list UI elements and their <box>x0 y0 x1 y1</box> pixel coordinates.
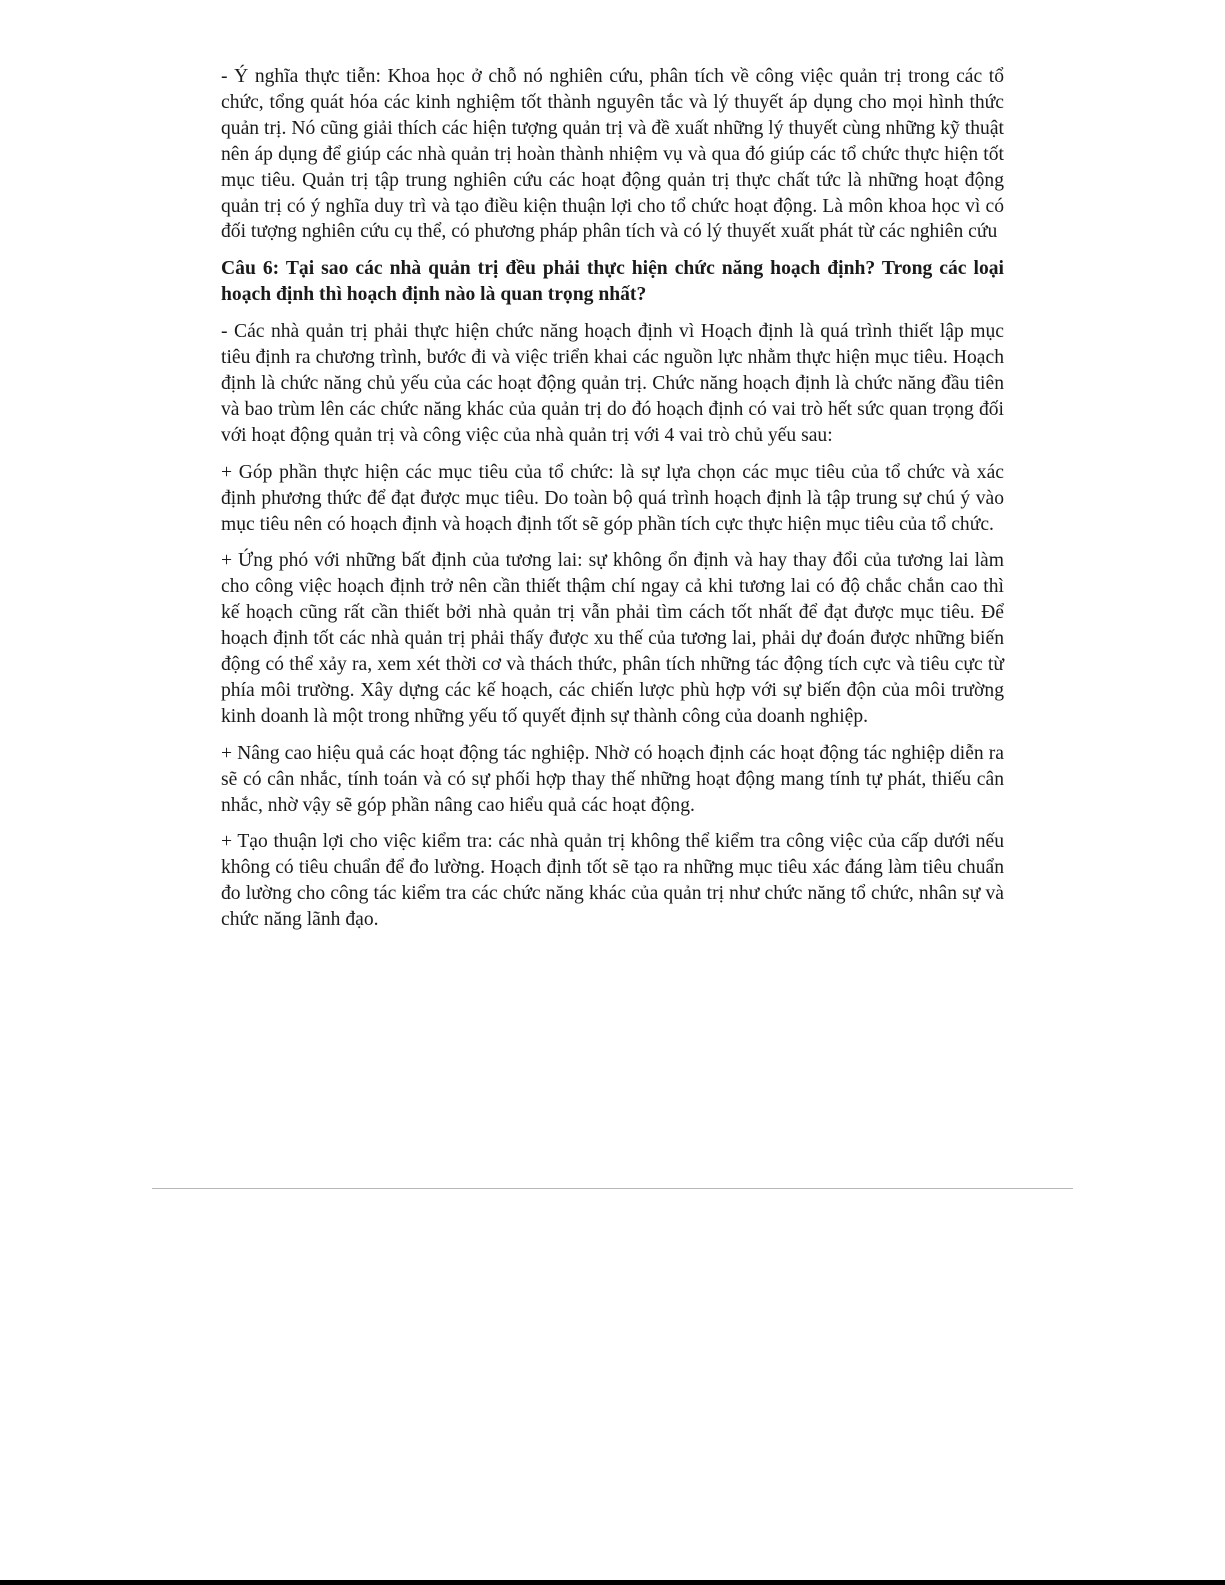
bottom-edge-bar <box>0 1580 1225 1585</box>
question-heading: Câu 6: Tại sao các nhà quản trị đều phải thực hiện chức năng hoạch định? Trong các loại hoạch định thì hoạch định nào là quan trọng nhất? <box>221 258 1004 306</box>
paragraph-role-efficiency: + Nâng cao hiệu quả các hoạt động tác nghiệp. Nhờ có hoạch định các hoạt động tác nghiệp diễn ra sẽ có cân nhắc, tính toán và có sự phối hợp thay thế những hoạt động mang tính tự phát, thiếu cân nhắc, nhờ vậy sẽ góp phần nâng cao hiểu quả các hoạt động. <box>221 742 1004 816</box>
paragraph-planning-reason: - Các nhà quản trị phải thực hiện chức năng hoạch định vì Hoạch định là quá trình thiết lập mục tiêu định ra chương trình, bước đi và việc triển khai các nguồn lực nhằm thực hiện mục tiêu. Hoạch định là chức năng chủ yếu của các hoạt động quản trị. Chức năng hoạch định là chức năng đầu tiên và bao trùm lên các chức năng khác của quản trị do đó hoạch định có vai trò hết sức quan trọng đối với hoạt động quản trị và công việc của nhà quản trị với 4 vai trò chủ yếu sau: <box>221 321 1004 446</box>
document-page-body <box>221 64 1004 944</box>
paragraph-role-objectives: + Góp phần thực hiện các mục tiêu của tổ chức: là sự lựa chọn các mục tiêu của tổ chức và xác định phương thức để đạt được mục tiêu. Do toàn bộ quá trình hoạch định là tập trung sự chú ý vào mục tiêu nên có hoạch định và hoạch định tốt sẽ góp phần tích cực thực hiện mục tiêu của tổ chức. <box>221 461 1004 535</box>
paragraph-practical-meaning: - Ý nghĩa thực tiễn: Khoa học ở chỗ nó nghiên cứu, phân tích về công việc quản trị trong các tổ chức, tổng quát hóa các kinh nghiệm tốt thành nguyên tắc và lý thuyết áp dụng cho mọi hình thức quản trị. Nó cũng giải thích các hiện tượng quản trị và đề xuất những lý thuyết cùng những kỹ thuật nên áp dụng để giúp các nhà quản trị hoàn thành nhiệm vụ và qua đó giúp các tổ chức thực hiện tốt mục tiêu. Quản trị tập trung nghiên cứu các hoạt động quản trị thực chất tức là những hoạt động quản trị có ý nghĩa duy trì và tạo điều kiện thuận lợi cho tổ chức hoạt động. Là môn khoa học vì có đối tượng nghiên cứu cụ thể, có phương pháp phân tích và có lý thuyết xuất phát từ các nghiên cứu <box>221 66 1004 243</box>
page-divider <box>152 1188 1073 1189</box>
paragraph-role-uncertainty: + Ứng phó với những bất định của tương lai: sự không ổn định và hay thay đổi của tương lai làm cho công việc hoạch định trở nên cần thiết thậm chí ngay cả khi tương lai có độ chắc chắn cao thì kế hoạch cũng rất cần thiết bởi nhà quản trị vẫn phải tìm cách tốt nhất để đạt được mục tiêu. Để hoạch định tốt các nhà quản trị phải thấy được xu thế của tương lai, phải dự đoán được những biến động có thể xảy ra, xem xét thời cơ và thách thức, phân tích những tác động tích cực và tiêu cực từ phía môi trường. Xây dựng các kế hoạch, các chiến lược phù hợp với sự biến độn của môi trường kinh doanh là một trong những yếu tố quyết định sự thành công của doanh nghiệp. <box>221 550 1004 727</box>
paragraph-role-control: + Tạo thuận lợi cho việc kiểm tra: các nhà quản trị không thể kiểm tra công việc của cấp dưới nếu không có tiêu chuẩn để đo lường. Hoạch định tốt sẽ tạo ra những mục tiêu xác đáng làm tiêu chuẩn đo lường cho công tác kiểm tra các chức năng khác của quản trị như chức năng tổ chức, nhân sự và chức năng lãnh đạo. <box>221 831 1004 931</box>
